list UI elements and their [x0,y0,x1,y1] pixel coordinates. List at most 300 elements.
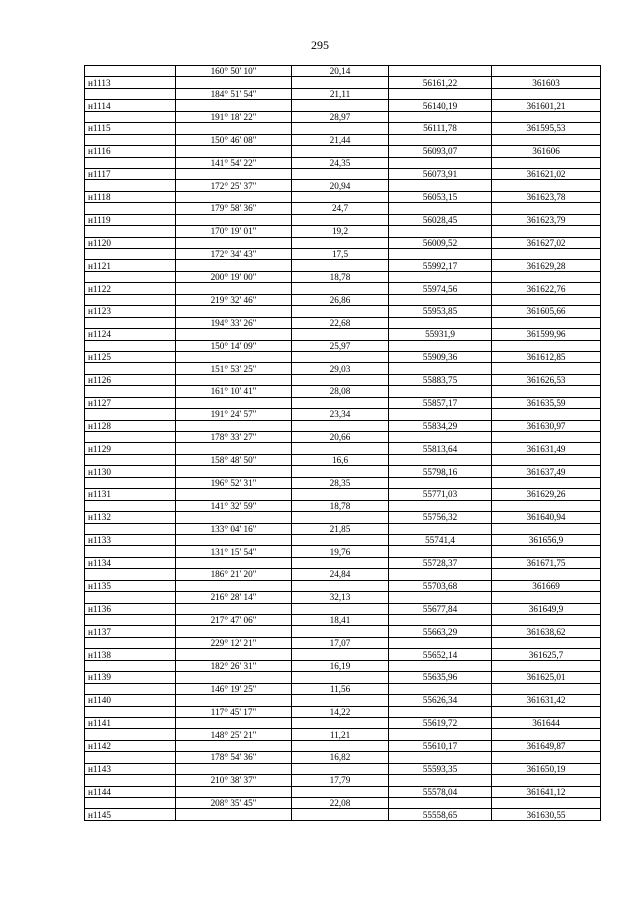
empty-cell [492,798,601,809]
empty-cell [292,77,389,88]
y-coordinate-cell: 361644 [492,717,601,728]
empty-cell [389,775,492,786]
point-name-cell: н1126 [85,374,176,385]
y-coordinate-cell: 361631,42 [492,695,601,706]
point-row [85,695,601,706]
empty-cell [389,546,492,557]
y-coordinate-cell: 361631,49 [492,443,601,454]
point-row [85,168,601,179]
segment-row [85,775,601,786]
x-coordinate-cell: 56111,78 [389,123,492,134]
direction-angle-cell: 196° 52' 31" [176,477,292,488]
point-name-cell: н1132 [85,512,176,523]
empty-cell [492,111,601,122]
direction-angle-cell: 141° 32' 59" [176,500,292,511]
empty-cell [292,214,389,225]
segment-row [85,409,601,420]
empty-cell [492,592,601,603]
empty-cell [85,569,176,580]
length-cell: 26,86 [292,294,389,305]
length-cell: 14,22 [292,706,389,717]
empty-cell [389,180,492,191]
length-cell: 17,5 [292,249,389,260]
empty-cell [176,420,292,431]
segment-row [85,637,601,648]
length-cell: 28,97 [292,111,389,122]
empty-cell [85,454,176,465]
empty-cell [492,523,601,534]
empty-cell [492,157,601,168]
point-row [85,740,601,751]
point-name-cell: н1137 [85,626,176,637]
x-coordinate-cell: 55677,84 [389,603,492,614]
point-name-cell: н1115 [85,123,176,134]
segment-row [85,134,601,145]
length-cell: 16,19 [292,660,389,671]
empty-cell [492,454,601,465]
x-coordinate-cell: 55974,56 [389,283,492,294]
direction-angle-cell: 150° 46' 08" [176,134,292,145]
length-cell: 16,82 [292,752,389,763]
length-cell: 17,79 [292,775,389,786]
page-number: 295 [311,38,329,52]
length-cell: 18,78 [292,271,389,282]
empty-cell [292,512,389,523]
point-name-cell: н1143 [85,763,176,774]
point-name-cell: н1142 [85,740,176,751]
y-coordinate-cell: 361638,62 [492,626,601,637]
point-row [85,466,601,477]
segment-row [85,66,601,77]
empty-cell [292,695,389,706]
direction-angle-cell: 208° 35' 45" [176,798,292,809]
empty-cell [85,111,176,122]
x-coordinate-cell: 55728,37 [389,557,492,568]
empty-cell [176,306,292,317]
empty-cell [389,683,492,694]
y-coordinate-cell: 361625,01 [492,672,601,683]
x-coordinate-cell: 56140,19 [389,100,492,111]
empty-cell [85,615,176,626]
y-coordinate-cell: 361669 [492,580,601,591]
empty-cell [176,237,292,248]
direction-angle-cell: 179° 58' 36" [176,203,292,214]
empty-cell [85,66,176,77]
y-coordinate-cell: 361637,49 [492,466,601,477]
point-name-cell: н1136 [85,603,176,614]
point-name-cell: н1125 [85,351,176,362]
y-coordinate-cell: 361641,12 [492,786,601,797]
empty-cell [85,249,176,260]
empty-cell [292,557,389,568]
length-cell: 21,85 [292,523,389,534]
length-cell: 17,07 [292,637,389,648]
empty-cell [389,226,492,237]
empty-cell [176,534,292,545]
empty-cell [492,660,601,671]
empty-cell [389,798,492,809]
segment-row [85,386,601,397]
empty-cell [85,706,176,717]
y-coordinate-cell: 361612,85 [492,351,601,362]
empty-cell [389,157,492,168]
segment-row [85,615,601,626]
length-cell: 25,97 [292,340,389,351]
point-row [85,557,601,568]
empty-cell [492,203,601,214]
empty-cell [389,432,492,443]
x-coordinate-cell: 55619,72 [389,717,492,728]
empty-cell [85,500,176,511]
point-name-cell: н1124 [85,329,176,340]
empty-cell [492,294,601,305]
length-cell: 16,6 [292,454,389,465]
point-row [85,649,601,660]
point-row [85,146,601,157]
length-cell: 20,14 [292,66,389,77]
empty-cell [176,786,292,797]
length-cell: 28,35 [292,477,389,488]
direction-angle-cell: 172° 34' 43" [176,249,292,260]
empty-cell [492,432,601,443]
empty-cell [176,100,292,111]
empty-cell [292,626,389,637]
x-coordinate-cell: 55834,29 [389,420,492,431]
empty-cell [292,603,389,614]
empty-cell [85,523,176,534]
point-name-cell: н1113 [85,77,176,88]
empty-cell [389,523,492,534]
empty-cell [292,329,389,340]
point-row [85,397,601,408]
empty-cell [292,374,389,385]
empty-cell [85,775,176,786]
empty-cell [85,340,176,351]
point-row [85,443,601,454]
empty-cell [85,157,176,168]
direction-angle-cell: 133° 04' 16" [176,523,292,534]
segment-row [85,523,601,534]
point-name-cell: н1119 [85,214,176,225]
direction-angle-cell: 216° 28' 14" [176,592,292,603]
length-cell: 32,13 [292,592,389,603]
point-row [85,237,601,248]
empty-cell [389,111,492,122]
point-row [85,100,601,111]
length-cell: 24,35 [292,157,389,168]
segment-row [85,569,601,580]
direction-angle-cell: 182° 26' 31" [176,660,292,671]
empty-cell [492,775,601,786]
length-cell: 21,44 [292,134,389,145]
segment-row [85,271,601,282]
point-name-cell: н1129 [85,443,176,454]
empty-cell [292,283,389,294]
empty-cell [389,203,492,214]
x-coordinate-cell: 55883,75 [389,374,492,385]
y-coordinate-cell: 361627,02 [492,237,601,248]
empty-cell [85,317,176,328]
y-coordinate-cell: 361629,26 [492,489,601,500]
segment-row [85,88,601,99]
point-row [85,717,601,728]
empty-cell [389,637,492,648]
empty-cell [389,294,492,305]
point-row [85,123,601,134]
empty-cell [389,317,492,328]
segment-row [85,477,601,488]
point-row [85,786,601,797]
empty-cell [292,649,389,660]
segment-row [85,660,601,671]
point-row [85,420,601,431]
empty-cell [85,798,176,809]
empty-cell [85,134,176,145]
empty-cell [292,146,389,157]
x-coordinate-cell: 55857,17 [389,397,492,408]
direction-angle-cell: 178° 33' 27" [176,432,292,443]
point-name-cell: н1140 [85,695,176,706]
length-cell: 20,94 [292,180,389,191]
point-name-cell: н1135 [85,580,176,591]
empty-cell [389,409,492,420]
empty-cell [176,580,292,591]
empty-cell [176,489,292,500]
empty-cell [176,512,292,523]
empty-cell [389,752,492,763]
segment-row [85,111,601,122]
y-coordinate-cell: 361671,75 [492,557,601,568]
empty-cell [176,168,292,179]
empty-cell [176,77,292,88]
empty-cell [292,534,389,545]
x-coordinate-cell: 55741,4 [389,534,492,545]
empty-cell [492,729,601,740]
direction-angle-cell: 210° 38' 37" [176,775,292,786]
x-coordinate-cell: 56093,07 [389,146,492,157]
empty-cell [292,672,389,683]
empty-cell [292,100,389,111]
point-row [85,603,601,614]
empty-cell [85,637,176,648]
y-coordinate-cell: 361630,55 [492,809,601,820]
empty-cell [176,397,292,408]
empty-cell [492,180,601,191]
segment-row [85,203,601,214]
x-coordinate-cell: 55798,16 [389,466,492,477]
empty-cell [492,569,601,580]
empty-cell [176,191,292,202]
direction-angle-cell: 191° 18' 22" [176,111,292,122]
y-coordinate-cell: 361635,59 [492,397,601,408]
direction-angle-cell: 148° 25' 21" [176,729,292,740]
segment-row [85,798,601,809]
empty-cell [389,134,492,145]
empty-cell [292,168,389,179]
point-name-cell: н1122 [85,283,176,294]
empty-cell [492,340,601,351]
empty-cell [176,603,292,614]
point-name-cell: н1116 [85,146,176,157]
empty-cell [389,569,492,580]
y-coordinate-cell: 361603 [492,77,601,88]
segment-row [85,729,601,740]
x-coordinate-cell: 56073,91 [389,168,492,179]
y-coordinate-cell: 361656,9 [492,534,601,545]
empty-cell [85,729,176,740]
empty-cell [85,203,176,214]
empty-cell [292,740,389,751]
segment-row [85,706,601,717]
direction-angle-cell: 217° 47' 06" [176,615,292,626]
point-row [85,512,601,523]
empty-cell [292,260,389,271]
length-cell: 11,56 [292,683,389,694]
point-row [85,672,601,683]
segment-row [85,683,601,694]
empty-cell [85,226,176,237]
point-name-cell: н1128 [85,420,176,431]
y-coordinate-cell: 361640,94 [492,512,601,523]
empty-cell [176,672,292,683]
empty-cell [492,500,601,511]
empty-cell [389,660,492,671]
empty-cell [492,134,601,145]
direction-angle-cell: 191° 24' 57" [176,409,292,420]
direction-angle-cell: 200° 19' 00" [176,271,292,282]
empty-cell [292,237,389,248]
empty-cell [85,752,176,763]
empty-cell [389,706,492,717]
empty-cell [85,88,176,99]
empty-cell [176,763,292,774]
empty-cell [85,271,176,282]
empty-cell [389,729,492,740]
point-row [85,329,601,340]
point-name-cell: н1118 [85,191,176,202]
x-coordinate-cell: 55593,35 [389,763,492,774]
segment-row [85,500,601,511]
point-row [85,489,601,500]
y-coordinate-cell: 361630,97 [492,420,601,431]
y-coordinate-cell: 361649,87 [492,740,601,751]
empty-cell [389,88,492,99]
empty-cell [492,88,601,99]
x-coordinate-cell: 55992,17 [389,260,492,271]
empty-cell [389,271,492,282]
empty-cell [176,695,292,706]
x-coordinate-cell: 55626,34 [389,695,492,706]
empty-cell [389,592,492,603]
empty-cell [176,146,292,157]
empty-cell [176,466,292,477]
segment-row [85,592,601,603]
point-row [85,306,601,317]
empty-cell [85,180,176,191]
empty-cell [292,443,389,454]
length-cell: 28,08 [292,386,389,397]
length-cell: 19,76 [292,546,389,557]
empty-cell [85,592,176,603]
empty-cell [292,489,389,500]
empty-cell [389,500,492,511]
x-coordinate-cell: 55771,03 [389,489,492,500]
empty-cell [292,466,389,477]
empty-cell [176,717,292,728]
empty-cell [176,214,292,225]
empty-cell [492,363,601,374]
empty-cell [492,271,601,282]
x-coordinate-cell: 55756,32 [389,512,492,523]
empty-cell [492,386,601,397]
point-row [85,374,601,385]
length-cell: 22,68 [292,317,389,328]
x-coordinate-cell: 55953,85 [389,306,492,317]
point-row [85,283,601,294]
y-coordinate-cell: 361622,76 [492,283,601,294]
empty-cell [292,786,389,797]
segment-row [85,546,601,557]
empty-cell [176,283,292,294]
length-cell: 19,2 [292,226,389,237]
empty-cell [492,752,601,763]
direction-angle-cell: 160° 50' 10" [176,66,292,77]
x-coordinate-cell: 55931,9 [389,329,492,340]
empty-cell [292,397,389,408]
empty-cell [389,454,492,465]
segment-row [85,249,601,260]
length-cell: 24,84 [292,569,389,580]
empty-cell [85,363,176,374]
y-coordinate-cell: 361623,79 [492,214,601,225]
length-cell: 22,08 [292,798,389,809]
y-coordinate-cell: 361595,53 [492,123,601,134]
empty-cell [492,683,601,694]
direction-angle-cell: 151° 53' 25" [176,363,292,374]
y-coordinate-cell: 361626,53 [492,374,601,385]
segment-row [85,752,601,763]
empty-cell [85,660,176,671]
empty-cell [389,340,492,351]
x-coordinate-cell: 55652,14 [389,649,492,660]
empty-cell [176,649,292,660]
point-row [85,809,601,820]
segment-row [85,226,601,237]
empty-cell [85,432,176,443]
direction-angle-cell: 150° 14' 09" [176,340,292,351]
empty-cell [292,580,389,591]
empty-cell [389,363,492,374]
length-cell: 24,7 [292,203,389,214]
y-coordinate-cell: 361629,28 [492,260,601,271]
point-name-cell: н1139 [85,672,176,683]
point-name-cell: н1114 [85,100,176,111]
empty-cell [389,615,492,626]
empty-cell [492,249,601,260]
point-row [85,260,601,271]
length-cell: 18,78 [292,500,389,511]
empty-cell [176,809,292,820]
point-name-cell: н1144 [85,786,176,797]
length-cell: 29,03 [292,363,389,374]
empty-cell [292,306,389,317]
point-name-cell: н1134 [85,557,176,568]
length-cell: 20,66 [292,432,389,443]
empty-cell [85,477,176,488]
point-name-cell: н1131 [85,489,176,500]
x-coordinate-cell: 55703,68 [389,580,492,591]
empty-cell [492,706,601,717]
